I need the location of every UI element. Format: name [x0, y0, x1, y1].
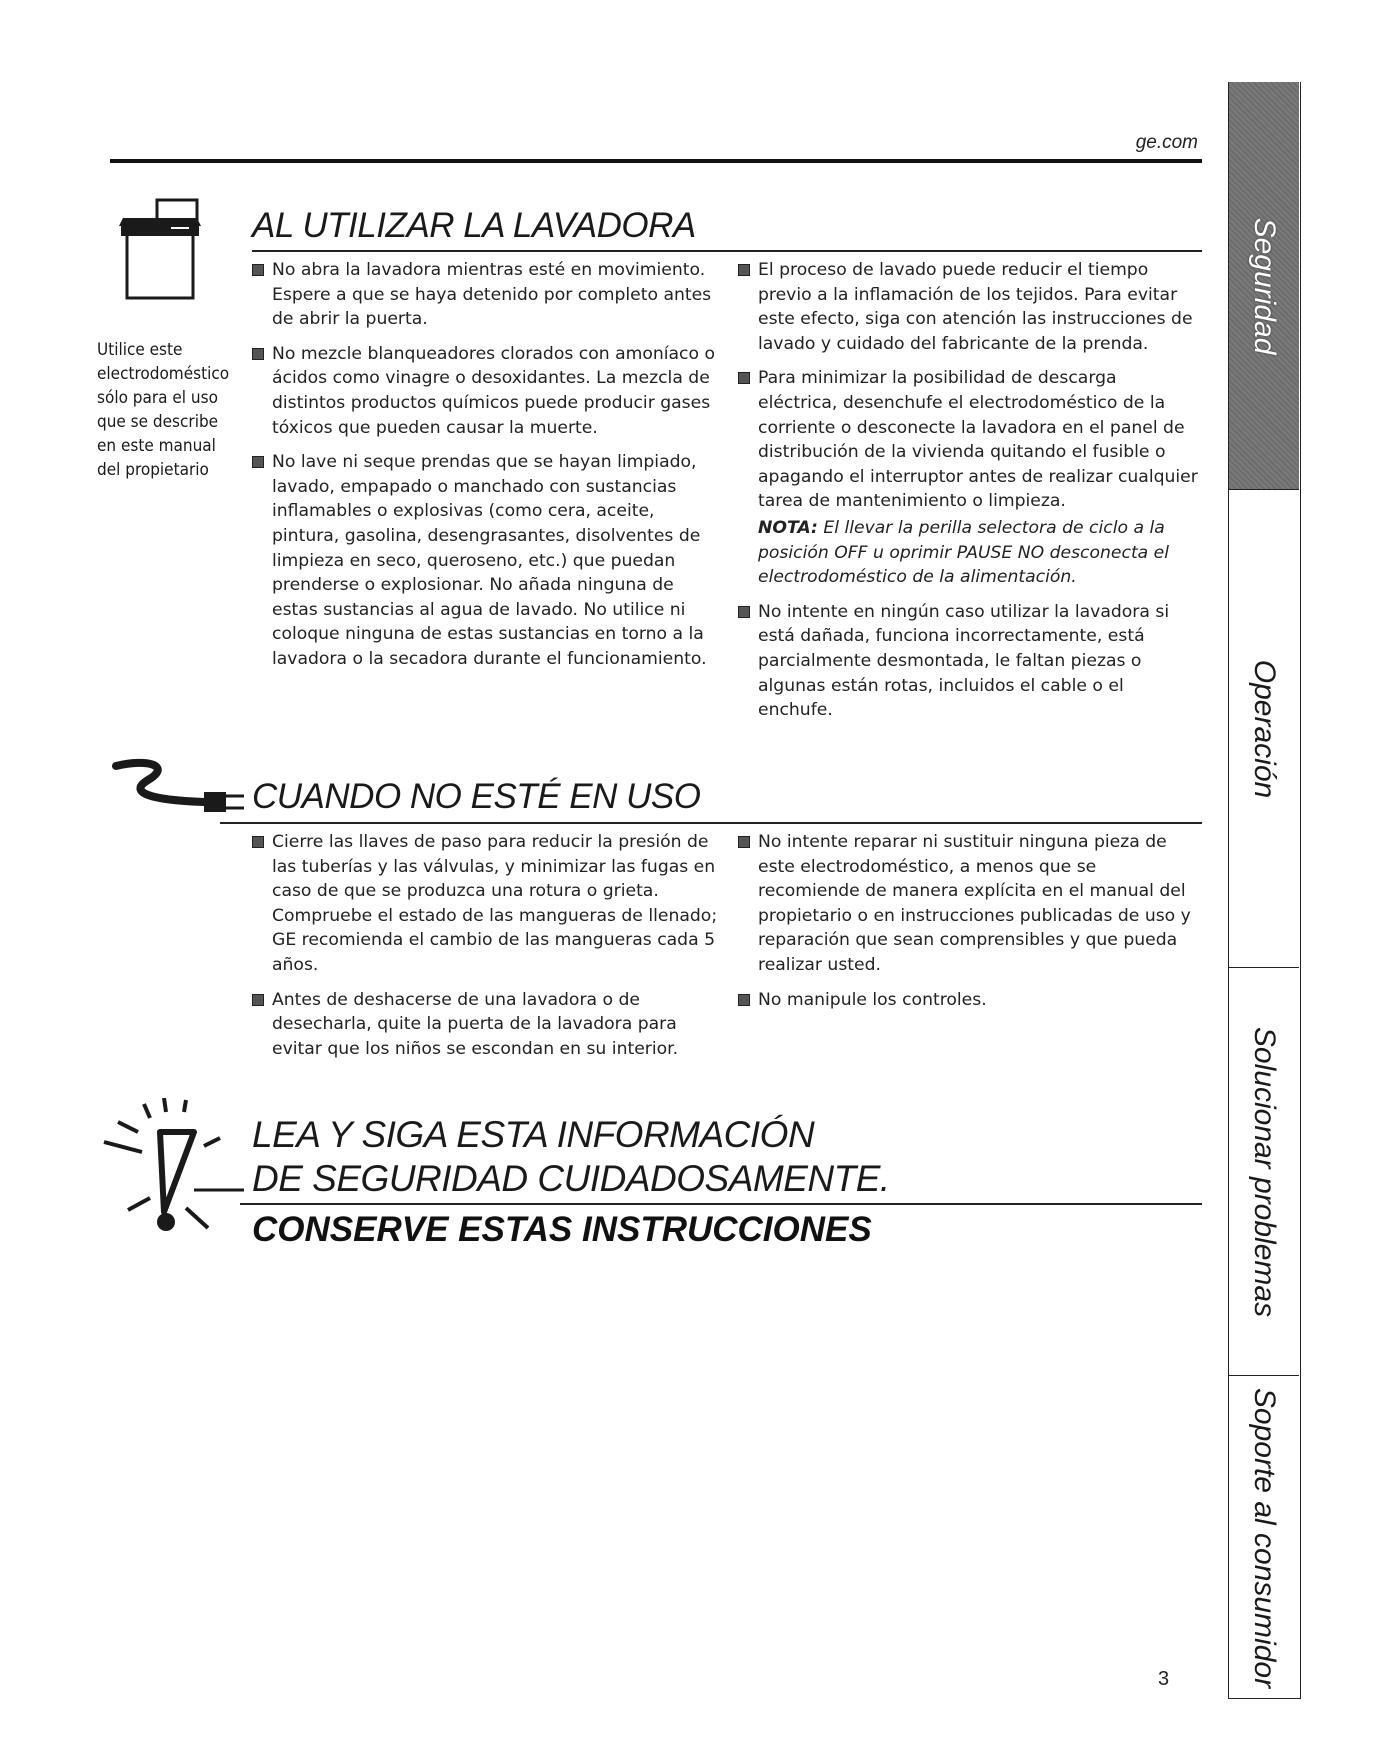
keep-instructions-heading: CONSERVE ESTAS INSTRUCCIONES — [252, 1210, 872, 1249]
section2-right-column — [738, 830, 1202, 1022]
list-item: No intente en ningún caso utilizar la lavadora si está dañada, funciona incorrectamente, está parcialmente desmontada, le faltan piezas o algunas están rotas, incluidos el cable o el enchufe. — [738, 600, 1198, 723]
list-item: No abra la lavadora mientras esté en movimiento. Espere a que se haya detenido por completo antes de abrir la puerta. — [252, 258, 722, 332]
bullet-icon — [738, 264, 750, 276]
tab-seguridad[interactable] — [1229, 82, 1299, 490]
list-item: Cierre las llaves de paso para reducir la presión de las tuberías y las válvulas, y minimizar las fugas en caso de que se produzca una rotura o grieta. Compruebe el estado de las mangueras de llenado; GE recomienda el cambio de las mangueras cada 5 años. — [252, 830, 722, 978]
site-url: ge.com — [1135, 132, 1198, 153]
bullet-icon — [252, 348, 264, 360]
tab-label: Solucionar problemas — [1248, 1026, 1281, 1317]
section1-left-column — [252, 258, 722, 682]
washer-icon — [113, 196, 208, 308]
header-rule — [110, 159, 1202, 163]
section-rule — [220, 822, 1202, 824]
section-title-using: AL UTILIZAR LA LAVADORA — [252, 206, 696, 245]
tab-label: Soporte al consumidor — [1248, 1387, 1281, 1688]
bullet-icon — [738, 994, 750, 1006]
bullet-icon — [738, 606, 750, 618]
section1-right-column — [738, 258, 1198, 733]
warning-bulb-icon — [98, 1098, 248, 1236]
closing-line-2: DE SEGURIDAD CUIDADOSAMENTE. — [252, 1158, 890, 1199]
bullet-icon — [252, 994, 264, 1006]
section-tab-bar — [1228, 82, 1301, 1699]
section-title-not-in-use: CUANDO NO ESTÉ EN USO — [252, 777, 701, 816]
note-label: NOTA: — [758, 517, 818, 538]
note — [738, 516, 1198, 590]
tab-label: Operación — [1248, 659, 1281, 798]
list-item: No intente reparar ni sustituir ninguna pieza de este electrodoméstico, a menos que se recomiende de manera explícita en el manual del propietario o en instrucciones publicadas de uso y reparación que sean comprensibles y que pueda realizar usted. — [738, 830, 1202, 978]
tab-soporte-consumidor[interactable] — [1229, 1376, 1299, 1699]
closing-line-1: LEA Y SIGA ESTA INFORMACIÓN — [252, 1114, 815, 1155]
bullet-icon — [738, 836, 750, 848]
list-item: No mezcle blanqueadores clorados con amoníaco o ácidos como vinagre o desoxidantes. La mezcla de distintos productos químicos puede producir gases tóxicos que pueden causar la muerte. — [252, 342, 722, 440]
tab-solucionar-problemas[interactable] — [1229, 968, 1299, 1376]
bullet-icon — [252, 456, 264, 468]
list-item: Antes de deshacerse de una lavadora o de desecharla, quite la puerta de la lavadora para evitar que los niños se escondan en su interior. — [252, 988, 722, 1062]
list-item: No lave ni seque prendas que se hayan limpiado, lavado, empapado o manchado con sustancias inflamables o explosivas (como cera, aceite, pintura, gasolina, desengrasantes, disolventes de limpieza en seco, queroseno, etc.) que puedan prenderse o explosionar. No añada ninguna de estas sustancias al agua de lavado. No utilice ni coloque ninguna de estas sustancias en torno a la lavadora o la secadora durante el funcionamiento. — [252, 450, 722, 671]
section-rule — [252, 250, 1202, 252]
section2-left-column — [252, 830, 722, 1071]
bullet-icon — [252, 264, 264, 276]
page-number: 3 — [1158, 1668, 1170, 1690]
list-item: No manipule los controles. — [738, 988, 1202, 1013]
list-item: Para minimizar la posibilidad de descarga eléctrica, desenchufe el electrodoméstico de la corriente o desconecte la lavadora en el panel de distribución de la vivienda quitando el fusible o apagando el interruptor antes de realizar cualquier tarea de mantenimiento o limpieza. — [738, 366, 1198, 514]
tab-label: Seguridad — [1248, 217, 1281, 354]
tab-operacion[interactable] — [1229, 490, 1299, 968]
bullet-icon — [252, 836, 264, 848]
closing-rule — [240, 1203, 1202, 1205]
list-item: El proceso de lavado puede reducir el tiempo previo a la inflamación de los tejidos. Para evitar este efecto, siga con atención las instrucciones de lavado y cuidado del fabricante de la prenda. — [738, 258, 1198, 356]
note-text: El llevar la perilla selectora de ciclo a la posición OFF u oprimir PAUSE NO desconecta el electrodoméstico de la alimentación. — [758, 517, 1170, 588]
side-note: Utilice este electrodoméstico sólo para el uso que se describe en este manual del propietario — [97, 340, 230, 480]
bullet-icon — [738, 372, 750, 384]
plug-cord-icon — [108, 758, 248, 820]
